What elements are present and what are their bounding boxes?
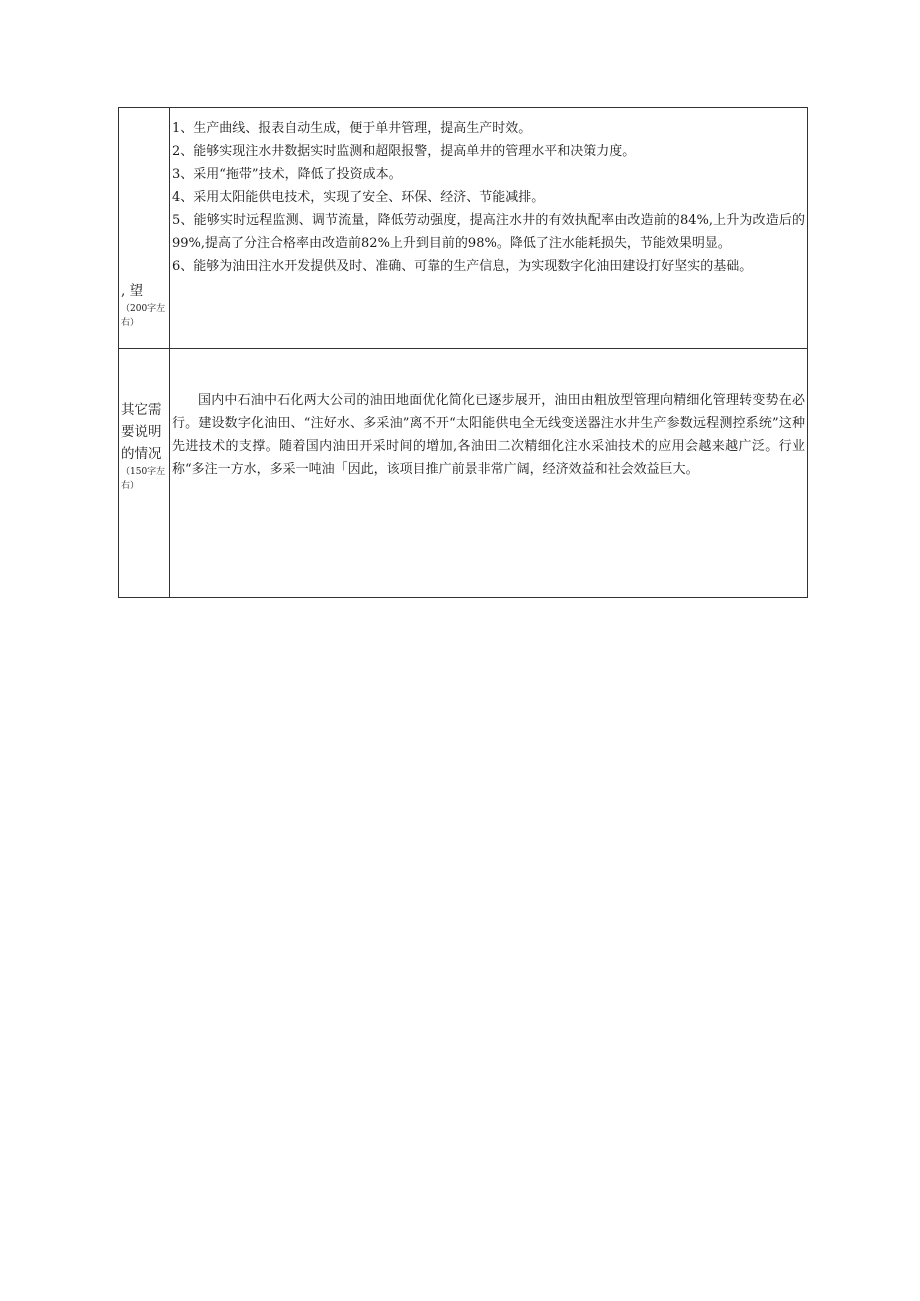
row-label-cell <box>119 349 170 598</box>
document-table <box>118 107 808 598</box>
notes-paragraph: 国内中石油中石化两大公司的油田地面优化简化已逐步展开，油田由粗放型管理向精细化管理转变势在必行。建设数字化油田、“注好水、多采油”离不开“太阳能供电全无线变送器注水井生产参数远程测控系统”这种先进技术的支撑。随着国内油田开采时间的增加,各油田二次精细化注水采油技术的应用会越来越广泛。行业称“多注一方水，多采一吨油「因此，该项目推广前景非常广阔，经济效益和社会效益巨大。 <box>172 393 805 477</box>
table-row-benefits <box>119 108 808 349</box>
list-item: 2、能够实现注水井数据实时监测和超限报警，提高单井的管理水平和决策力度。 <box>172 144 636 159</box>
table-row-other-notes <box>119 349 808 598</box>
other-notes-cell <box>170 349 808 598</box>
list-item: 3、采用“拖带”技术，降低了投资成本。 <box>172 167 402 182</box>
row-label: , 望 <box>121 283 144 299</box>
row-label-cell <box>119 108 170 349</box>
list-item: 4、采用太阳能供电技术，实现了安全、环保、经济、节能减排。 <box>172 190 545 205</box>
list-item: 5、能够实时远程监测、调节流量，降低劳动强度，提高注水井的有效执配率由改造前的84%,上升为改造后的99%,提高了分注合格率由改造前82%上升到目前的98%。降低了注水能耗损失，节能效果明显。 <box>172 213 805 251</box>
row-label-note: （150字左右） <box>121 467 166 491</box>
benefits-list-cell <box>170 108 808 349</box>
list-item: 6、能够为油田注水开发提供及时、准确、可靠的生产信息，为实现数字化油田建设打好坚实的基础。 <box>172 259 753 274</box>
row-label-note: （200字左右） <box>121 304 166 328</box>
list-item: 1、生产曲线、报表自动生成，便于单井管理，提高生产时效。 <box>172 121 532 136</box>
row-label: 其它需要说明的情况 <box>121 402 162 462</box>
